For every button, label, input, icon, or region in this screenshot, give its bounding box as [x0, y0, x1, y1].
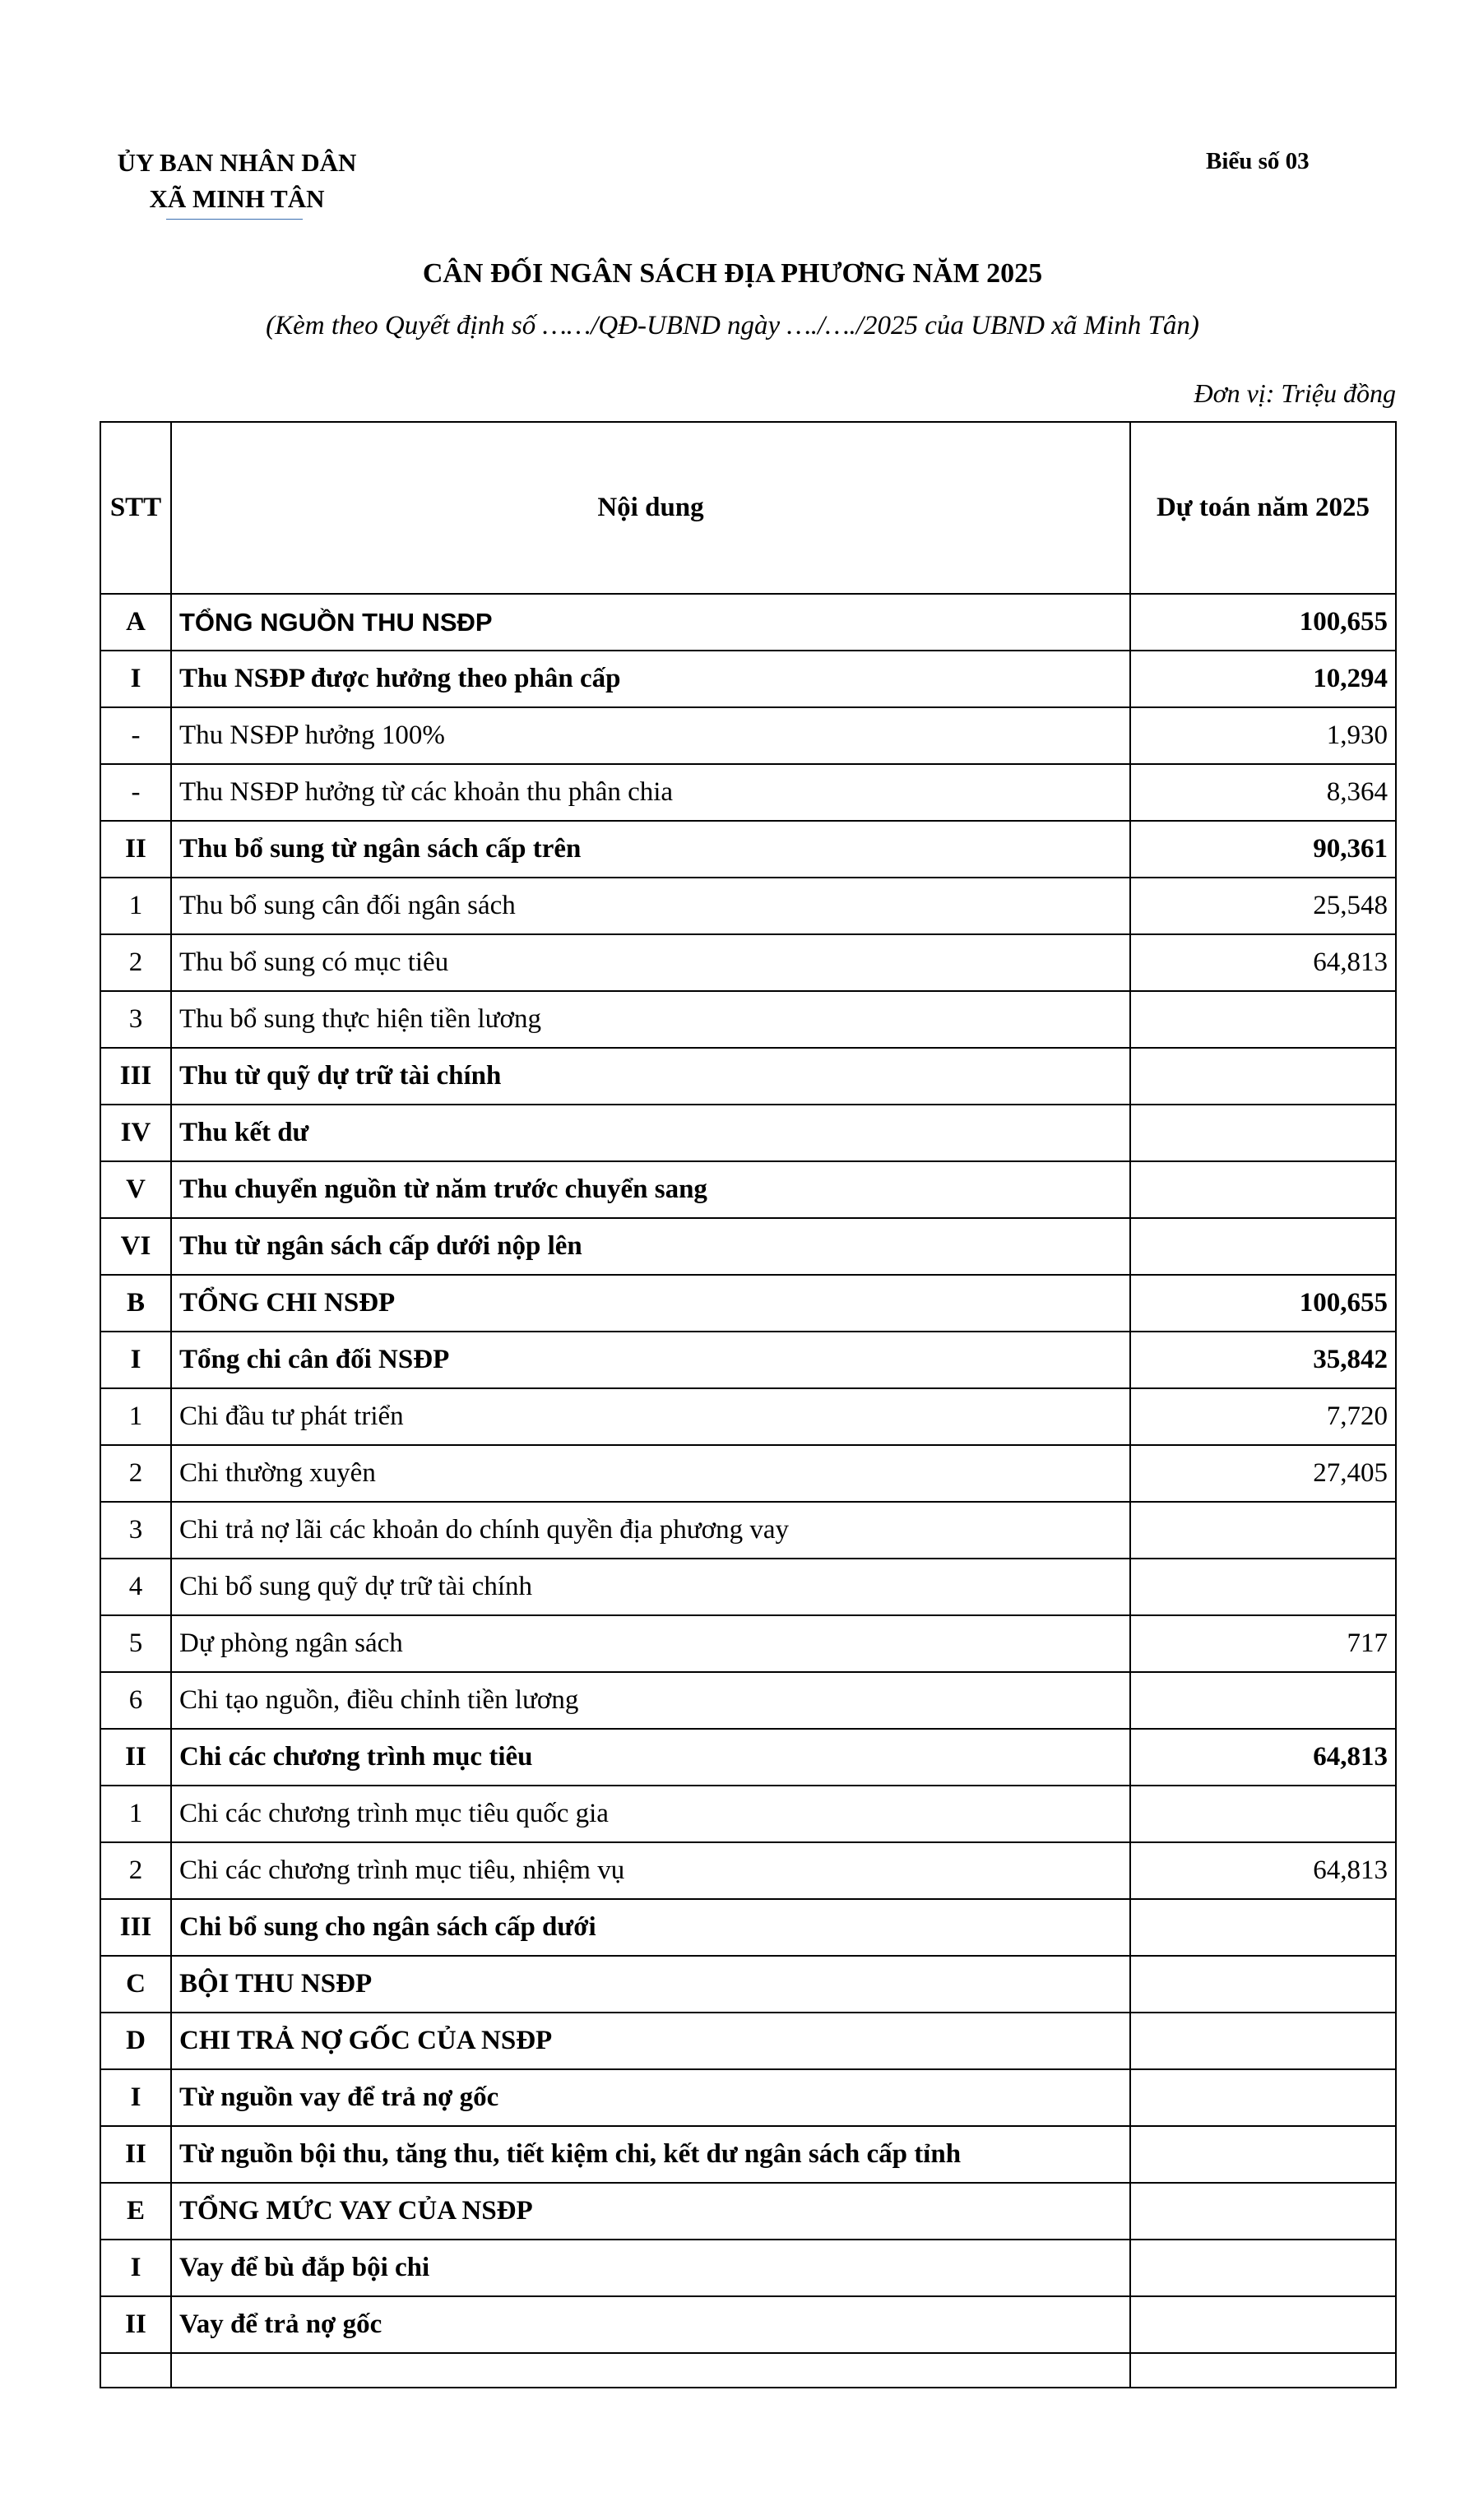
- row-content: Chi trả nợ lãi các khoản do chính quyền địa phương vay: [171, 1502, 1130, 1559]
- table-row: [100, 1729, 1396, 1786]
- row-amount: 64,813: [1130, 1729, 1396, 1786]
- row-amount: 64,813: [1130, 934, 1396, 991]
- row-content: [171, 2353, 1130, 2388]
- table-row: [100, 1899, 1396, 1956]
- table-row: [100, 1615, 1396, 1672]
- table-row: [100, 594, 1396, 651]
- issuing-authority: [105, 145, 369, 217]
- row-stt: A: [100, 594, 171, 651]
- table-row: [100, 1672, 1396, 1729]
- row-content: Chi thường xuyên: [171, 1445, 1130, 1502]
- row-amount: 1,930: [1130, 707, 1396, 764]
- authority-name: ỦY BAN NHÂN DÂN: [117, 148, 357, 177]
- row-stt: D: [100, 2013, 171, 2069]
- table-row: [100, 1161, 1396, 1218]
- row-stt: -: [100, 707, 171, 764]
- row-amount: [1130, 1218, 1396, 1275]
- table-row: [100, 878, 1396, 934]
- table-row: [100, 2296, 1396, 2353]
- row-content: TỔNG MỨC VAY CỦA NSĐP: [171, 2183, 1130, 2240]
- row-amount: 35,842: [1130, 1332, 1396, 1388]
- row-content: CHI TRẢ NỢ GỐC CỦA NSĐP: [171, 2013, 1130, 2069]
- row-amount: 100,655: [1130, 594, 1396, 651]
- row-amount: 64,813: [1130, 1842, 1396, 1899]
- row-content: Thu từ ngân sách cấp dưới nộp lên: [171, 1218, 1130, 1275]
- row-stt: E: [100, 2183, 171, 2240]
- row-content: Tổng chi cân đối NSĐP: [171, 1332, 1130, 1388]
- row-amount: [1130, 2183, 1396, 2240]
- budget-table: [100, 421, 1397, 2388]
- row-stt: V: [100, 1161, 171, 1218]
- table-row: [100, 2013, 1396, 2069]
- column-header-stt: STT: [100, 422, 171, 594]
- table-header-row: [100, 422, 1396, 594]
- row-stt: B: [100, 1275, 171, 1332]
- row-amount: [1130, 2296, 1396, 2353]
- table-row: [100, 1786, 1396, 1842]
- row-stt: IV: [100, 1105, 171, 1161]
- row-stt: III: [100, 1899, 171, 1956]
- row-content: Thu NSĐP hưởng 100%: [171, 707, 1130, 764]
- row-content: Chi bổ sung quỹ dự trữ tài chính: [171, 1559, 1130, 1615]
- row-stt: II: [100, 2296, 171, 2353]
- row-content: Vay để trả nợ gốc: [171, 2296, 1130, 2353]
- row-amount: [1130, 1048, 1396, 1105]
- row-content: TỔNG CHI NSĐP: [171, 1275, 1130, 1332]
- table-row: [100, 1445, 1396, 1502]
- column-header-content: Nội dung: [171, 422, 1130, 594]
- row-amount: 100,655: [1130, 1275, 1396, 1332]
- row-amount: 7,720: [1130, 1388, 1396, 1445]
- row-amount: 25,548: [1130, 878, 1396, 934]
- row-amount: [1130, 1672, 1396, 1729]
- row-amount: 8,364: [1130, 764, 1396, 821]
- row-content: Thu bổ sung từ ngân sách cấp trên: [171, 821, 1130, 878]
- row-stt: 1: [100, 878, 171, 934]
- row-stt: II: [100, 1729, 171, 1786]
- form-number: Biểu số 03: [1206, 148, 1310, 174]
- row-amount: [1130, 1956, 1396, 2013]
- row-content: Từ nguồn bội thu, tăng thu, tiết kiệm chi, kết dư ngân sách cấp tỉnh: [171, 2126, 1130, 2183]
- unit-note: Đơn vị: Triệu đồng: [1194, 378, 1396, 408]
- row-stt: 1: [100, 1786, 171, 1842]
- table-row: [100, 934, 1396, 991]
- row-stt: I: [100, 651, 171, 707]
- row-stt: VI: [100, 1218, 171, 1275]
- row-amount: [1130, 2126, 1396, 2183]
- row-stt: III: [100, 1048, 171, 1105]
- table-row: [100, 1842, 1396, 1899]
- row-stt: 6: [100, 1672, 171, 1729]
- row-stt: 3: [100, 991, 171, 1048]
- row-stt: C: [100, 1956, 171, 2013]
- row-amount: [1130, 1105, 1396, 1161]
- row-amount: [1130, 1502, 1396, 1559]
- row-stt: II: [100, 2126, 171, 2183]
- row-amount: [1130, 1559, 1396, 1615]
- row-stt: 2: [100, 934, 171, 991]
- table-row: [100, 651, 1396, 707]
- row-content: Chi các chương trình mục tiêu: [171, 1729, 1130, 1786]
- row-content: Thu NSĐP hưởng từ các khoản thu phân chia: [171, 764, 1130, 821]
- row-amount: [1130, 1786, 1396, 1842]
- row-content: TỔNG NGUỒN THU NSĐP: [171, 594, 1130, 651]
- document-subtitle: (Kèm theo Quyết định số ……/QĐ-UBND ngày …./…./2025 của UBND xã Minh Tân): [266, 311, 1199, 340]
- document-title: CÂN ĐỐI NGÂN SÁCH ĐỊA PHƯƠNG NĂM 2025: [422, 258, 1043, 289]
- row-amount: 90,361: [1130, 821, 1396, 878]
- row-stt: [100, 2353, 171, 2388]
- table-row: [100, 1105, 1396, 1161]
- row-stt: I: [100, 2240, 171, 2296]
- table-row: [100, 1559, 1396, 1615]
- row-content: Chi đầu tư phát triển: [171, 1388, 1130, 1445]
- table-row: [100, 2183, 1396, 2240]
- table-row: [100, 2353, 1396, 2388]
- row-content: Từ nguồn vay để trả nợ gốc: [171, 2069, 1130, 2126]
- column-header-estimate: Dự toán năm 2025: [1130, 422, 1396, 594]
- row-stt: -: [100, 764, 171, 821]
- row-content: Thu chuyển nguồn từ năm trước chuyển sang: [171, 1161, 1130, 1218]
- row-stt: I: [100, 1332, 171, 1388]
- table-row: [100, 1502, 1396, 1559]
- row-content: Vay để bù đắp bội chi: [171, 2240, 1130, 2296]
- row-amount: [1130, 1899, 1396, 1956]
- row-content: Chi các chương trình mục tiêu, nhiệm vụ: [171, 1842, 1130, 1899]
- row-content: Thu NSĐP được hưởng theo phân cấp: [171, 651, 1130, 707]
- table-row: [100, 991, 1396, 1048]
- row-amount: [1130, 2353, 1396, 2388]
- table-row: [100, 1956, 1396, 2013]
- row-content: Chi tạo nguồn, điều chỉnh tiền lương: [171, 1672, 1130, 1729]
- row-amount: [1130, 2069, 1396, 2126]
- row-stt: 5: [100, 1615, 171, 1672]
- row-stt: 4: [100, 1559, 171, 1615]
- row-amount: [1130, 2240, 1396, 2296]
- table-row: [100, 707, 1396, 764]
- authority-underline: [166, 219, 303, 220]
- row-amount: 717: [1130, 1615, 1396, 1672]
- row-stt: I: [100, 2069, 171, 2126]
- row-amount: [1130, 2013, 1396, 2069]
- table-row: [100, 821, 1396, 878]
- table-row: [100, 1218, 1396, 1275]
- row-content: Thu bổ sung cân đối ngân sách: [171, 878, 1130, 934]
- table-row: [100, 764, 1396, 821]
- row-stt: 1: [100, 1388, 171, 1445]
- row-content: Chi bổ sung cho ngân sách cấp dưới: [171, 1899, 1130, 1956]
- row-amount: [1130, 991, 1396, 1048]
- row-content: BỘI THU NSĐP: [171, 1956, 1130, 2013]
- row-stt: 2: [100, 1445, 171, 1502]
- row-content: Thu bổ sung thực hiện tiền lương: [171, 991, 1130, 1048]
- table-row: [100, 2069, 1396, 2126]
- row-content: Thu kết dư: [171, 1105, 1130, 1161]
- row-content: Thu bổ sung có mục tiêu: [171, 934, 1130, 991]
- row-content: Thu từ quỹ dự trữ tài chính: [171, 1048, 1130, 1105]
- row-stt: 3: [100, 1502, 171, 1559]
- row-content: Dự phòng ngân sách: [171, 1615, 1130, 1672]
- table-row: [100, 2240, 1396, 2296]
- row-amount: 10,294: [1130, 651, 1396, 707]
- table-row: [100, 1048, 1396, 1105]
- table-row: [100, 1388, 1396, 1445]
- table-row: [100, 1275, 1396, 1332]
- budget-table-body: [100, 594, 1396, 2388]
- row-stt: II: [100, 821, 171, 878]
- row-stt: 2: [100, 1842, 171, 1899]
- commune-name: XÃ MINH TÂN: [149, 184, 325, 213]
- table-row: [100, 2126, 1396, 2183]
- table-row: [100, 1332, 1396, 1388]
- row-amount: [1130, 1161, 1396, 1218]
- row-content: Chi các chương trình mục tiêu quốc gia: [171, 1786, 1130, 1842]
- row-amount: 27,405: [1130, 1445, 1396, 1502]
